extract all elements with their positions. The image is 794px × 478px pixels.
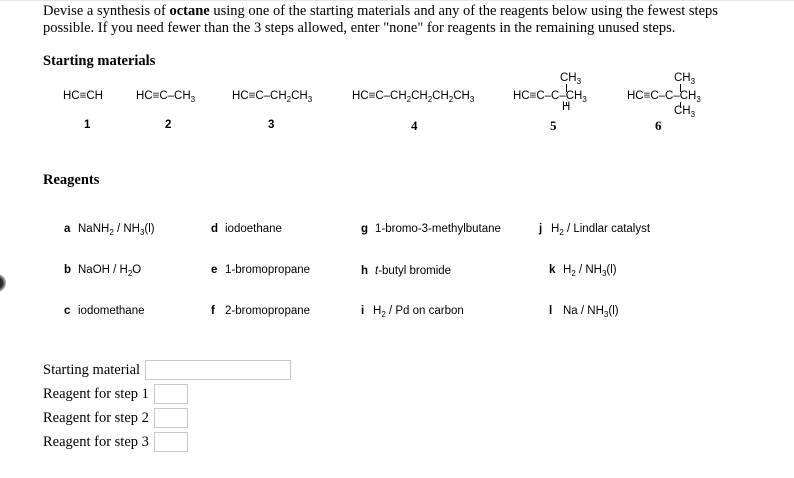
reagent-f: f 2-bromopropane — [211, 305, 311, 317]
starting-material-2-number: 2 — [165, 119, 172, 131]
step2-reagent-input[interactable] — [154, 408, 188, 428]
starting-material-5-number: 5 — [550, 118, 557, 133]
reagent-j: j $H_2$ / Lindlar catalyst — [539, 223, 651, 237]
starting-material-6-formula: $HC\equiv C-C-CH_3$ — [627, 90, 701, 104]
step3-reagent-input[interactable] — [154, 432, 188, 452]
reagent-a: a NaNH$_2$ / $NH_3(l)$ — [64, 223, 155, 237]
starting-material-5-hydrogen: H — [562, 101, 571, 113]
starting-material-3-number: 3 — [268, 119, 275, 131]
starting-material-row — [43, 359, 291, 381]
step3-row — [43, 431, 188, 453]
starting-materials-heading: Starting materials — [43, 53, 156, 69]
starting-material-input[interactable] — [145, 360, 291, 380]
reagent-e: e 1-bromopropane — [211, 264, 311, 276]
starting-material-1-formula: HC≡CH — [63, 90, 103, 102]
reagent-c: c iodomethane — [64, 305, 145, 317]
starting-material-5-methyl-top: $CH_3$ — [560, 72, 582, 86]
reagent-g: g 1-bromo-3-methylbutane — [361, 223, 501, 235]
reagent-i: i $H_2$ / Pd on carbon — [361, 305, 464, 319]
cursor-shadow-artifact — [0, 274, 6, 292]
starting-material-1-number: 1 — [84, 119, 91, 131]
top-border — [0, 0, 794, 1]
step2-row — [43, 407, 188, 429]
starting-material-label: Starting material — [43, 361, 141, 378]
starting-material-2-formula: $HC\equiv C-CH_3$ — [136, 90, 196, 104]
starting-material-5-formula: $HC\equiv C-C-CH_3$ — [513, 90, 587, 104]
step1-row — [43, 383, 188, 405]
starting-material-4-number: 4 — [411, 118, 418, 133]
step2-label: Reagent for step 2 — [43, 409, 149, 426]
starting-material-6-methyl-top: $CH_3$ — [674, 72, 696, 86]
reagent-l: l Na / $NH_3(l)$ — [549, 305, 619, 319]
target-compound: octane — [169, 3, 210, 19]
reagent-d: d iodoethane — [211, 223, 282, 235]
starting-material-3-formula: $HC\equiv C-CH_2CH_3$ — [232, 90, 313, 104]
step1-reagent-input[interactable] — [154, 384, 188, 404]
starting-material-6-number: 6 — [655, 118, 662, 133]
reagent-h: h t-butyl bromide — [361, 265, 452, 277]
step1-label: Reagent for step 1 — [43, 385, 149, 402]
question-instructions — [43, 3, 783, 37]
starting-material-4-formula: $HC\equiv C-CH_2CH_2CH_2CH_3$ — [352, 90, 475, 104]
reagent-b: b NaOH / $H_2O$ — [64, 264, 142, 278]
starting-material-6-methyl-bottom: $CH_3$ — [674, 105, 696, 119]
step3-label: Reagent for step 3 — [43, 433, 149, 450]
reagent-k: k $H_2 / NH_3(l)$ — [549, 264, 617, 278]
instructions-line-2: possible. If you need fewer than the 3 steps allowed, enter "none" for reagents in the remaining unused steps. — [43, 20, 676, 36]
instructions-line-1: Devise a synthesis of octane using one of the starting materials and any of the reagents below using the fewest steps — [43, 3, 718, 19]
reagents-heading: Reagents — [43, 172, 100, 188]
